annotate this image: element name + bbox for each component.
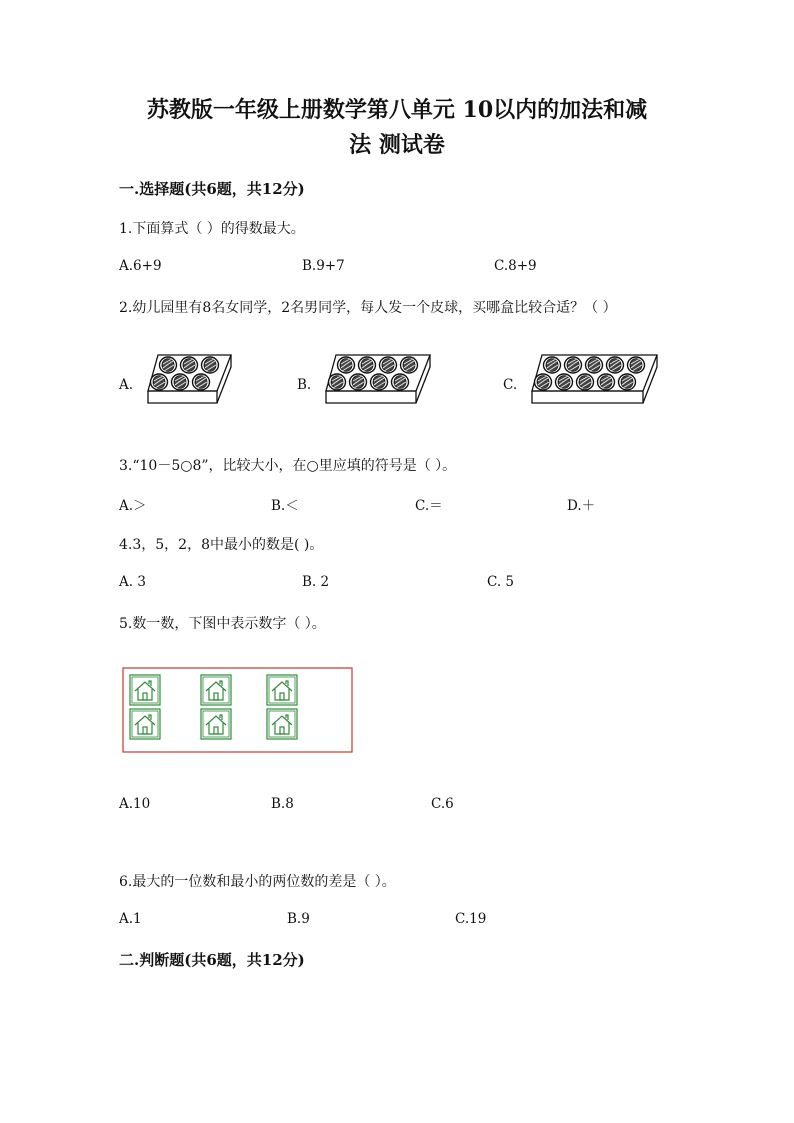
question-3-stem: 3.“10－5○8”，比较大小，在○里应填的符号是（ ）。 <box>119 458 457 474</box>
ball-icon <box>172 374 189 390</box>
ball-icon <box>371 374 388 390</box>
question-6-stem: 6.最大的一位数和最小的两位数的差是（ ）。 <box>119 874 396 890</box>
ball-icon <box>329 374 346 390</box>
page-title-line2: 法 测试卷 <box>349 132 445 158</box>
question-1-stem: 1.下面算式（ ）的得数最大。 <box>119 221 305 237</box>
house-icon <box>201 675 231 705</box>
question-3-option-b: B.＜ <box>271 498 299 514</box>
ball-icon <box>202 357 219 373</box>
ball-icon <box>628 357 645 373</box>
question-1-option-a: A.6+9 <box>119 258 162 274</box>
ball-icon <box>401 357 418 373</box>
house-count-figure <box>122 667 353 753</box>
ball-icon <box>151 374 168 390</box>
question-6-option-a: A.1 <box>119 911 142 927</box>
house-icon <box>201 709 231 739</box>
question-5-option-b: B.8 <box>271 796 294 812</box>
house-icon <box>267 709 297 739</box>
ball-icon <box>380 357 397 373</box>
ball-icon <box>556 374 573 390</box>
question-3-option-c: C.＝ <box>415 498 443 514</box>
question-4-stem: 4.3，5，2，8中最小的数是( )。 <box>119 537 324 553</box>
question-4-option-a: A. 3 <box>119 574 146 590</box>
question-3-option-d: D.＋ <box>567 498 596 514</box>
question-5-option-a: A.10 <box>119 796 151 812</box>
question-2-option-a: A. <box>119 377 134 393</box>
ball-icon <box>544 357 561 373</box>
question-2-stem: 2.幼儿园里有8名女同学，2名男同学，每人发一个皮球，买哪盒比较合适？（ ） <box>119 300 617 316</box>
ball-icon <box>607 357 624 373</box>
ball-icon <box>565 357 582 373</box>
question-2-option-c: C. <box>503 377 518 393</box>
ball-icon <box>160 357 177 373</box>
question-5-stem: 5.数一数，下图中表示数字（ ）。 <box>119 616 326 632</box>
question-4-option-b: B. 2 <box>302 574 330 590</box>
ball-box-image-a <box>134 351 244 413</box>
question-4-option-c: C. 5 <box>487 574 515 590</box>
question-5-option-c: C.6 <box>431 796 454 812</box>
ball-icon <box>586 357 603 373</box>
ball-icon <box>577 374 594 390</box>
ball-icon <box>598 374 615 390</box>
house-icon <box>130 709 160 739</box>
house-icon <box>267 675 297 705</box>
ball-icon <box>338 357 355 373</box>
ball-box-image-b <box>312 351 447 413</box>
section-heading-choice: 一.选择题(共6题，共12分) <box>119 180 305 198</box>
house-icon <box>130 675 160 705</box>
question-2-option-b: B. <box>297 377 312 393</box>
ball-icon <box>619 374 636 390</box>
ball-icon <box>535 374 552 390</box>
ball-icon <box>193 374 210 390</box>
section-heading-judgement: 二.判断题(共6题，共12分) <box>119 951 305 969</box>
question-6-option-b: B.9 <box>287 911 310 927</box>
page-title-line1: 苏教版一年级上册数学第八单元 10以内的加法和减 <box>146 97 648 123</box>
ball-icon <box>359 357 376 373</box>
ball-box-image-c <box>518 351 663 413</box>
question-6-option-c: C.19 <box>455 911 487 927</box>
question-1-option-b: B.9+7 <box>302 258 345 274</box>
question-3-option-a: A.＞ <box>119 498 147 514</box>
ball-icon <box>181 357 198 373</box>
ball-icon <box>350 374 367 390</box>
question-1-option-c: C.8+9 <box>494 258 537 274</box>
ball-icon <box>392 374 409 390</box>
